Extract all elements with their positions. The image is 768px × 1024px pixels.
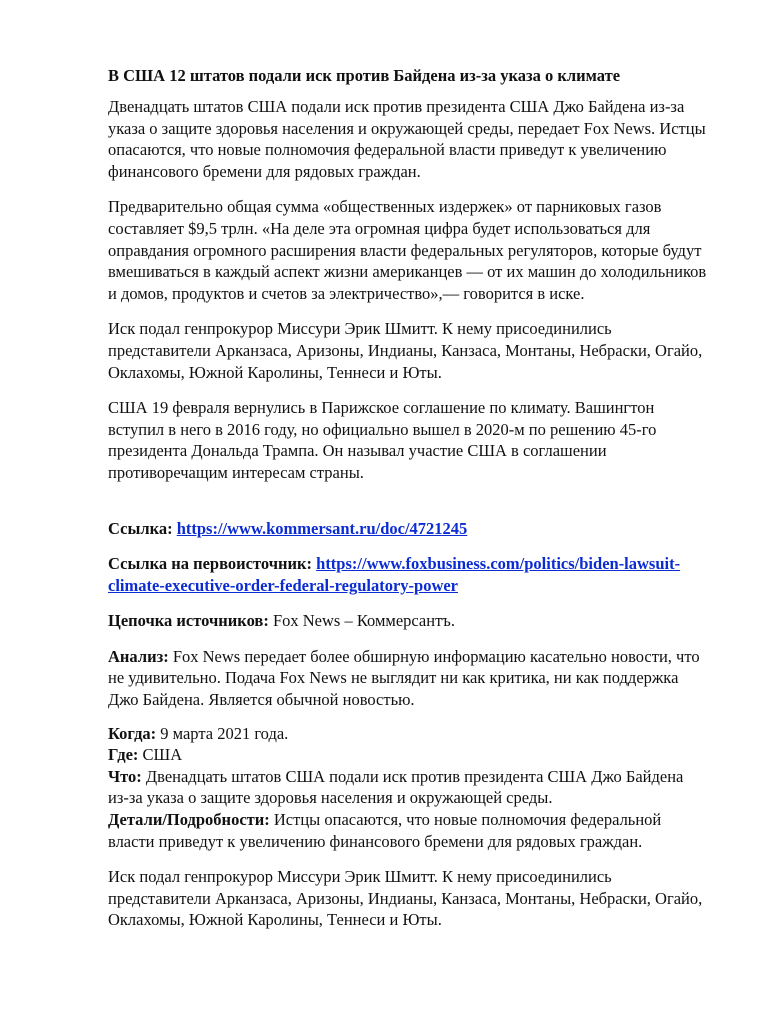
paragraph-closing: Иск подал генпрокурор Миссури Эрик Шмитт. К нему присоединились представители Арканзаса, Аризоны, Индианы, Канзаса, Монтаны, Небраски, Огайо, Оклахомы, Южной Каролины, Теннеси и Юты. bbox=[108, 867, 703, 930]
where-label: Где: bbox=[108, 745, 139, 765]
source-link-line bbox=[108, 553, 708, 596]
details-line bbox=[108, 809, 708, 852]
source-chain-value: Fox News – Коммерсантъ. bbox=[268, 611, 455, 631]
paragraph-intro: Двенадцать штатов США подали иск против президента США Джо Байдена из-за указа о защите здоровья населения и окружающей среды, передает Fox News. Истцы опасаются, что новые полномочия федеральной власти приведут к увеличению финансового бремени для рядовых граждан. bbox=[108, 97, 706, 181]
what-line bbox=[108, 766, 708, 809]
details-value: Истцы опасаются, что новые полномочия федеральной власти приведут к увеличению финансового бремени для рядовых граждан. bbox=[108, 810, 662, 851]
article-title: В США 12 штатов подали иск против Байдена из-за указа о климате bbox=[108, 66, 621, 85]
link-label: Ссылка: bbox=[108, 518, 177, 538]
foxbusiness-link[interactable]: https://www.foxbusiness.com/politics/biden-lawsuit-climate-executive-order-federal-regulatory-power bbox=[108, 554, 681, 595]
paragraph-paris-agreement: США 19 февраля вернулись в Парижское соглашение по климату. Вашингтон вступил в него в 2016 году, но официально вышел в 2020-м по решению 45-го президента Дональда Трампа. Он называл участие США в соглашении противоречащим интересам страны. bbox=[108, 398, 657, 482]
where-value: США bbox=[138, 745, 183, 765]
when-value: 9 марта 2021 года. bbox=[156, 723, 289, 743]
analysis-value: Fox News передает более обширную информацию касательно новости, что не удивительно. Подача Fox News не выглядит ни как критика, ни как поддержка Джо Байдена. Является обычной новостью. bbox=[108, 646, 700, 710]
when-label: Когда: bbox=[108, 723, 157, 743]
source-chain-line bbox=[108, 610, 708, 632]
paragraph-costs: Предварительно общая сумма «общественных издержек» от парниковых газов составляет $9,5 трлн. «На деле эта огромная цифра будет использоваться для оправдания огромного расширения власти федеральных регуляторов, которые будут вмешиваться в каждый аспект жизни американцев — от их машин до холодильников и домов, продуктов и счетов за электричество»,— говорится в иске. bbox=[108, 197, 707, 303]
where-line bbox=[108, 744, 708, 766]
what-value: Двенадцать штатов США подали иск против президента США Джо Байдена из-за указа о защите здоровья населения и окружающей среды. bbox=[108, 766, 684, 808]
source-chain-label: Цепочка источников: bbox=[108, 611, 269, 631]
analysis-label: Анализ: bbox=[108, 646, 169, 666]
what-label: Что: bbox=[108, 766, 142, 786]
link-line bbox=[108, 518, 708, 540]
details-label: Детали/Подробности: bbox=[108, 810, 270, 830]
kommersant-link[interactable]: https://www.kommersant.ru/doc/4721245 bbox=[176, 518, 468, 538]
source-link-label: Ссылка на первоисточник: bbox=[108, 554, 317, 574]
paragraph-plaintiffs: Иск подал генпрокурор Миссури Эрик Шмитт. К нему присоединились представители Арканзаса, Аризоны, Индианы, Канзаса, Монтаны, Небраски, Огайо, Оклахомы, Южной Каролины, Теннеси и Юты. bbox=[108, 319, 703, 382]
analysis-line bbox=[108, 646, 708, 711]
when-line bbox=[108, 723, 708, 745]
